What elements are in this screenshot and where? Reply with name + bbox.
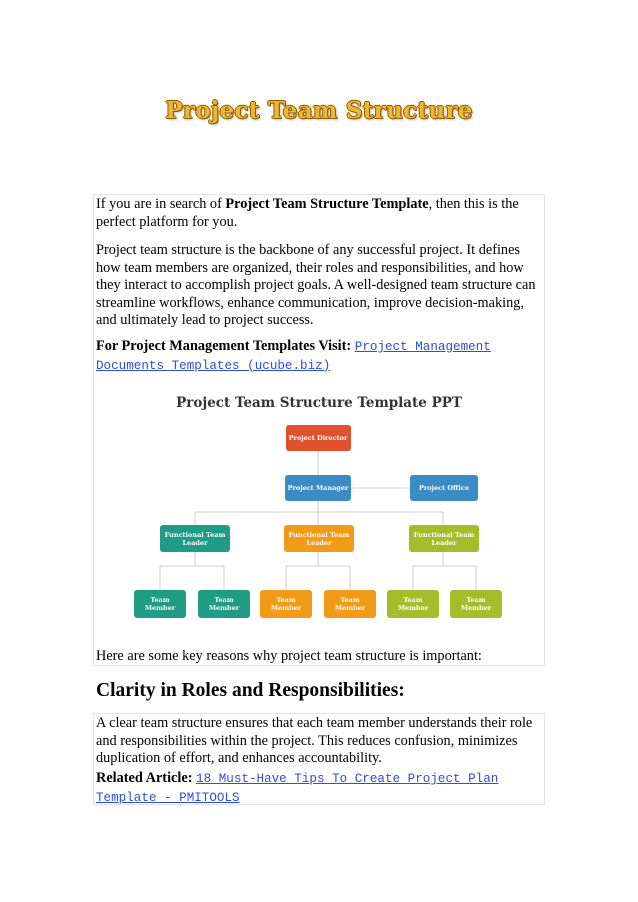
- svg-text:Team: Team: [150, 596, 170, 604]
- svg-text:Leader: Leader: [431, 539, 457, 547]
- section-heading: Clarity in Roles and Responsibilities:: [96, 680, 405, 701]
- svg-text:Member: Member: [208, 604, 240, 612]
- director-label: Project Director: [288, 434, 348, 442]
- leader-node-orange: [284, 525, 354, 552]
- intro-paragraph: If you are in search of Project Team Structure Template, then this is the perfect platform for you.: [96, 196, 519, 230]
- leader-node-teal: [160, 525, 230, 552]
- svg-text:Member: Member: [460, 604, 492, 612]
- member-node: [198, 590, 250, 618]
- svg-text:Leader: Leader: [306, 539, 332, 547]
- page-title: Project Team Structure: [165, 97, 473, 124]
- key-reasons-text: Here are some key reasons why project team structure is important:: [96, 648, 482, 664]
- backbone-paragraph: Project team structure is the backbone of any successful project. It defines how team members are organized, their roles and responsibilities, and how they interact to accomplish project goals. A well-designed team structure can streamline workflows, enhance communication, improve decision-making, and ultimately lead to project success.: [96, 242, 536, 328]
- svg-text:Member: Member: [270, 604, 302, 612]
- svg-text:Functional Team: Functional Team: [413, 531, 475, 539]
- svg-text:Team: Team: [403, 596, 423, 604]
- visit-label: For Project Management Templates Visit:: [96, 338, 352, 354]
- svg-text:Functional Team: Functional Team: [288, 531, 350, 539]
- connector-lines: [160, 451, 476, 590]
- visit-paragraph: [96, 338, 540, 375]
- templates-link[interactable]: Project Management Documents Templates (ucube.biz): [96, 340, 491, 373]
- office-label: Project Office: [419, 484, 469, 492]
- svg-text:Member: Member: [334, 604, 366, 612]
- manager-label: Project Manager: [287, 484, 349, 492]
- office-node: [410, 475, 478, 501]
- chart-title: Project Team Structure Template PPT: [176, 395, 462, 411]
- member-node: [324, 590, 376, 618]
- svg-text:Team: Team: [466, 596, 486, 604]
- svg-text:Functional Team: Functional Team: [164, 531, 226, 539]
- svg-text:Leader: Leader: [182, 539, 208, 547]
- svg-text:Team: Team: [340, 596, 360, 604]
- member-node: [450, 590, 502, 618]
- member-node: [387, 590, 439, 618]
- clarity-paragraph: A clear team structure ensures that each team member understands their role and responsibilities within the project. This reduces confusion, minimizes duplication of effort, and enhances accountability.: [96, 715, 533, 766]
- manager-node: [285, 475, 351, 501]
- svg-text:Member: Member: [144, 604, 176, 612]
- related-paragraph: [96, 770, 540, 807]
- member-node: [260, 590, 312, 618]
- leader-node-green: [409, 525, 479, 552]
- svg-text:Team: Team: [214, 596, 234, 604]
- svg-text:Team: Team: [276, 596, 296, 604]
- related-article-link[interactable]: 18 Must-Have Tips To Create Project Plan Template - PMITOOLS: [96, 772, 499, 805]
- svg-text:Member: Member: [397, 604, 429, 612]
- related-label: Related Article:: [96, 770, 193, 786]
- director-node: [286, 425, 351, 451]
- member-node: [134, 590, 186, 618]
- org-chart: [120, 418, 520, 623]
- intro-bold: Project Team Structure Template: [225, 196, 429, 212]
